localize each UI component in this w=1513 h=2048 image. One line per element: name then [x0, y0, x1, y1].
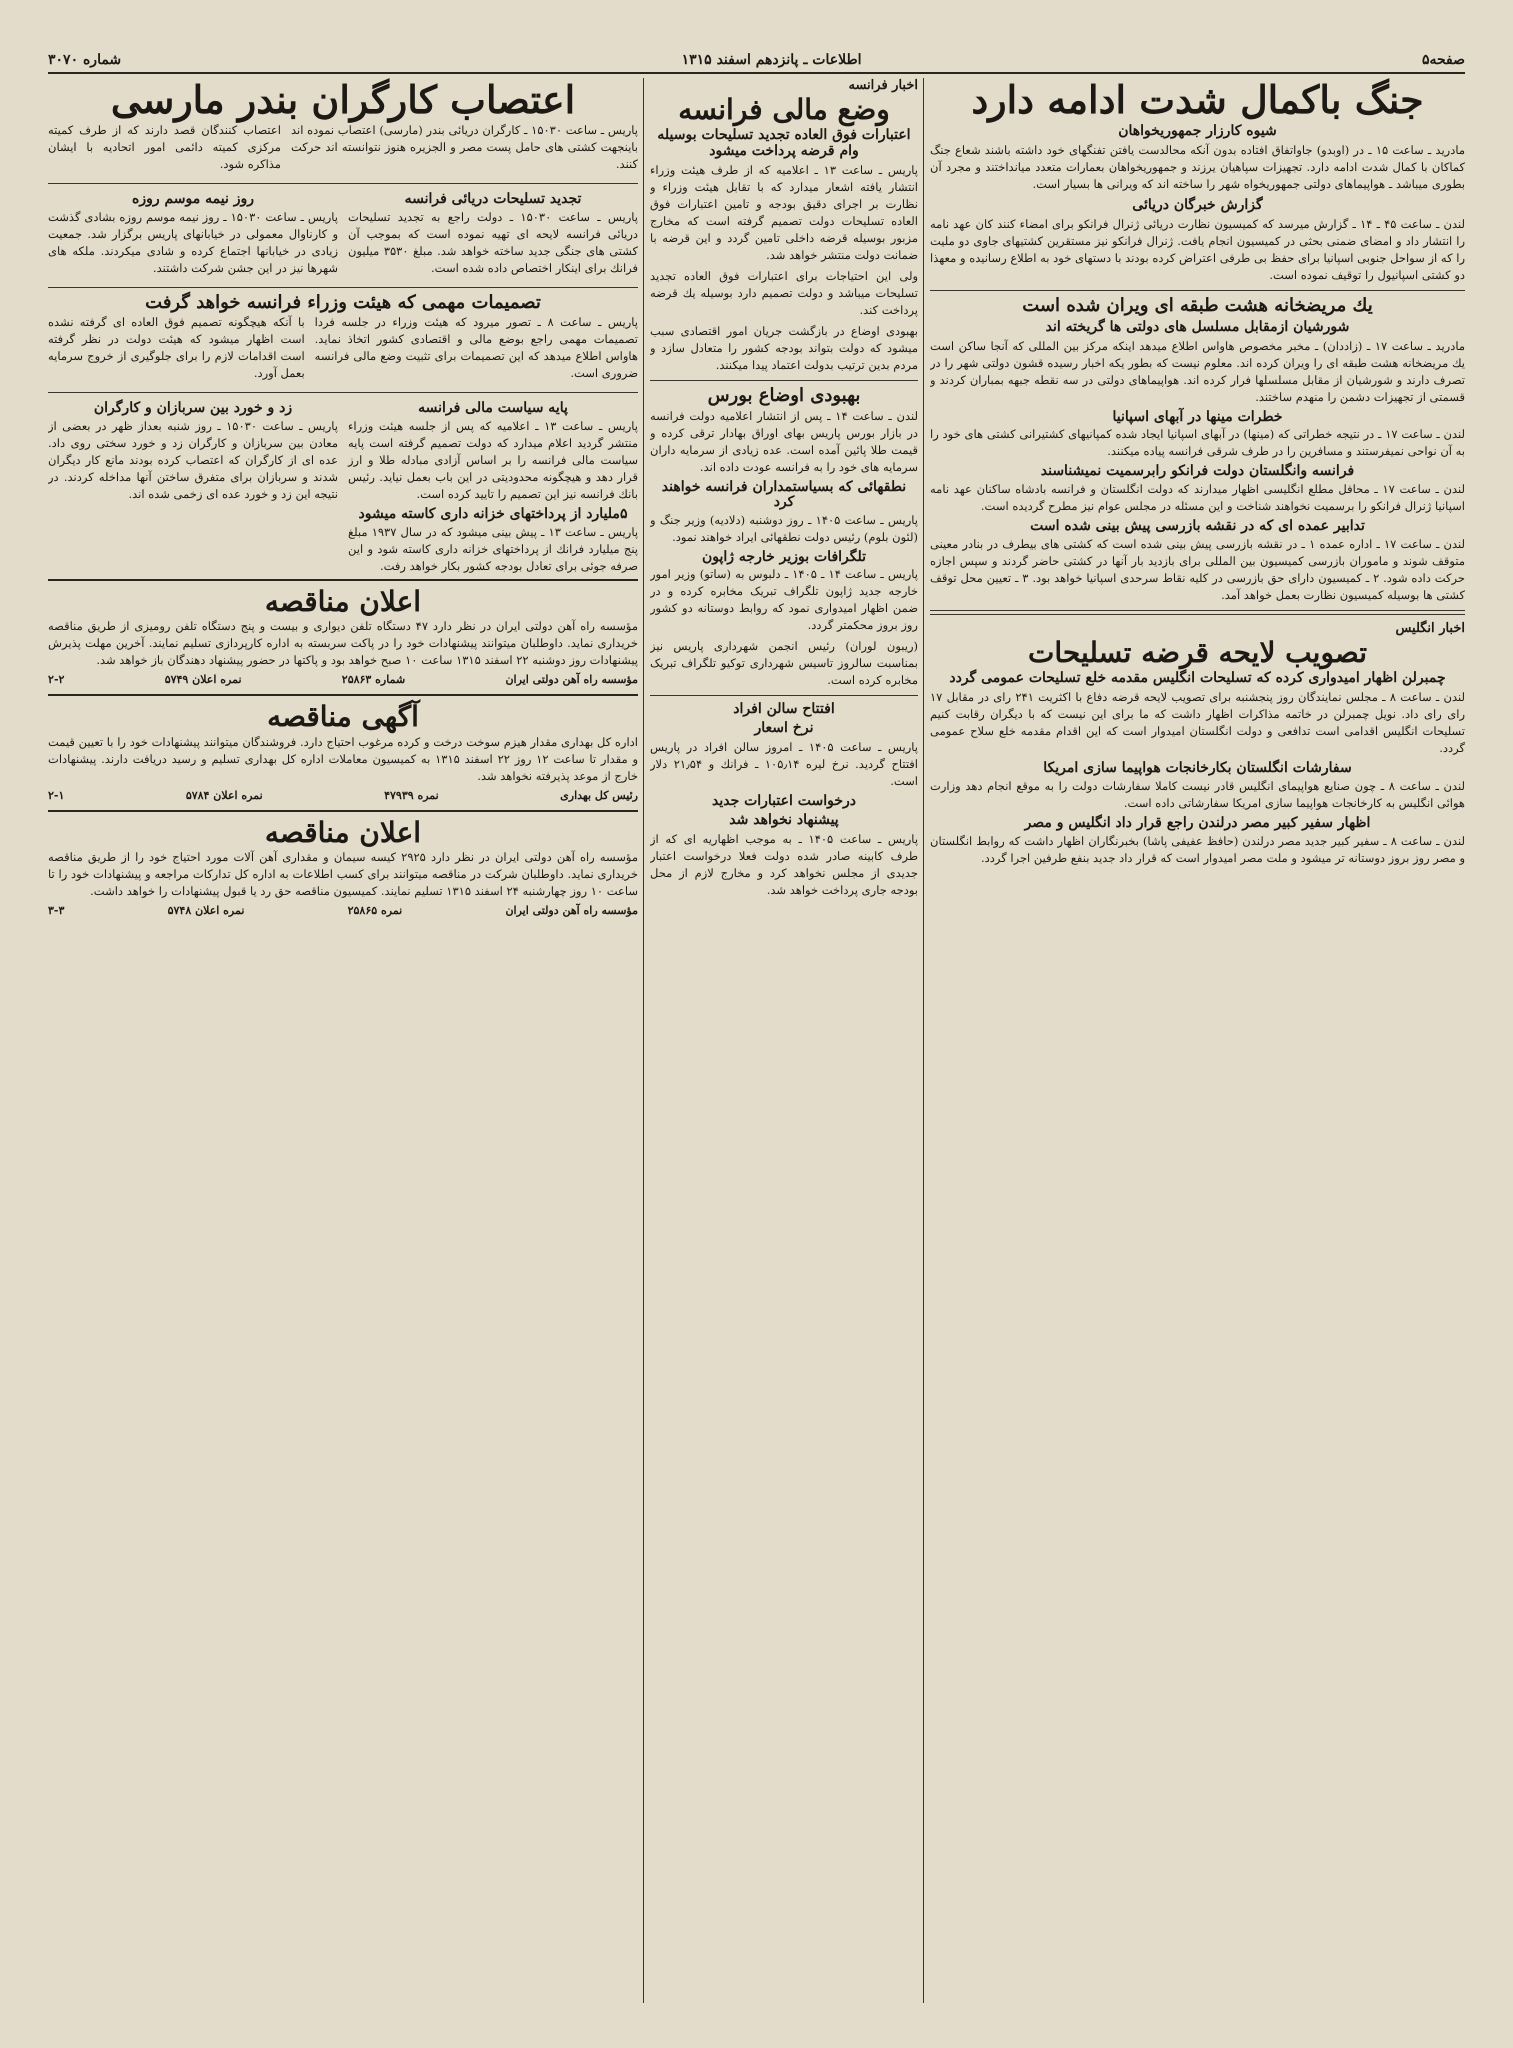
tender-ad-railway-phones — [48, 579, 638, 686]
subhead-not-proposed: پیشنهاد نخواهد شد — [729, 811, 839, 828]
ad-ref: نمره ۴۷۹۳۹ — [384, 788, 439, 802]
article-row — [48, 122, 638, 177]
article-paragraph: پاریس ـ ساعت ۱۴ ـ ۱۴۰۵ ـ دلبوس به (ساتو) وزیر امور خارجه جدید ژاپون تلگراف تبریک مخابره کرده و در ضمن اظهار امیدواری نمود که روابط دوستانه دو کشور روز بروز محکمتر گردد. — [650, 567, 918, 633]
ad-number: نمره اعلان ۵۷۴۸ — [167, 904, 245, 918]
article-paragraph: ولی این احتیاجات برای اعتبارات فوق العاده تجدید تسلیحات میباشد و دولت تصمیم دارد بوسیله یك قرضه پرداخت کند. — [650, 269, 918, 318]
subhead-naval-report: گزارش خبرگان دریائی — [1132, 196, 1263, 213]
article-paragraph: پاریس ـ ساعت ۱۴۰۵ ـ به موجب اظهاریه ای که از طرف کابینه صادر شده دولت فعلا درخواست اعتبار جدیدی از مجلس نخواهد کرد و مخارج لازم از محل بودجه جاری پرداخت خواهد شد. — [650, 831, 918, 897]
ad-page: ۲-۱ — [48, 788, 65, 802]
headline-spain-war: جنگ باکمال شدت ادامه دارد — [971, 78, 1424, 122]
article-block — [48, 399, 338, 578]
headline-japan-telegrams: تلگرافات بوزیر خارجه ژاپون — [701, 548, 867, 565]
ad-ref: نمره ۲۵۸۶۵ — [347, 904, 403, 918]
headline-mid-lent: روز نیمه موسم روزه — [131, 190, 255, 207]
ad-sign: مؤسسه راه آهن دولتی ایران — [505, 904, 638, 918]
newspaper-page — [48, 48, 1465, 2016]
article-block — [48, 190, 338, 281]
headline-fiscal-policy: پایه سیاست مالی فرانسه — [418, 400, 568, 417]
headline-salon-opening: افتتاح سالن افراد — [733, 701, 835, 718]
headline-hospital-destroyed: یك مریضخانه هشت طبقه ای ویران شده است — [1022, 294, 1373, 316]
headline-cabinet-decisions: تصمیمات مهمی که هیئت وزراء فرانسه خواهد گرفت — [145, 291, 541, 313]
column-right — [930, 78, 1465, 2003]
headline-france-finance: وضع مالی فرانسه — [678, 93, 890, 126]
article-paragraph: مادرید ـ ساعت ۱۵ ـ در (اوبدو) جاواتفاق افتاده بدون آنکه محالدست یافتن تفنگهای خود داشته باشند شعاع جنگ کماکان با کمال شدت ادامه دارد. تجهیزات سپاهیان یرزند و جمهوریخواهان بعمارات متعدد میانداختند و مجرد آن بطوری میباشد ـ هواپیماهای دولتی جمهوریخواه شهر را ساخته اند که ویرانی ها بسیار است. — [930, 142, 1465, 191]
headline-arms-loan: تصویب لایحه قرضه تسلیحات — [1028, 635, 1367, 669]
article-paragraph: لندن ـ ساعت ۸ ـ سفیر کبیر جدید مصر درلندن (حافظ عفیفی پاشا) بخبرنگاران اظهار داشت که روابط انگلستان و مصر روز بروز دوستانه تر میشود و ملت مصر امیدوار است که قرار داد جدید بنفع طرفین اجرا گردد. — [930, 833, 1465, 865]
subhead-rebels-fled: شورشیان ازمقابل مسلسل های دولتی ها گریخته اند — [1045, 318, 1350, 335]
section-tag-france: اخبار فرانسه — [848, 78, 918, 93]
ad-page: ۳-۳ — [48, 904, 65, 918]
article-paragraph: مادرید ـ ساعت ۱۷ ـ (زاددان) ـ مخبر مخصوص هاواس اطلاع میدهد اینکه مرکز بین المللی که آنجا ساکن است یك مریضخانه هشت طبقه ای را ویران کرده اند. معلوم نیست که بطور یکه اخبار رسیده قشون دولتی شهر را در تصرف دارند و شورشیان از مقابل مسلسلها فرار کرده اند. هواپیماهای دولتی در سه نقطه جبهه بمباران کردند و قسمتی از تجهیزات دشمن را منهدم ساختند. — [930, 338, 1465, 404]
column-divider — [923, 78, 924, 2003]
article-paragraph: لندن ـ ساعت ۱۷ ـ در نتیجه خطراتی که (مینها) در آبهای اسپانیا ایجاد شده کمپانیهای کشتیرانی کشتی های خود را به آن نواحی نمیفرستند و مسافرین را در طرف شرقی فرانسه پیاده میکنند. — [930, 427, 1465, 459]
headline-new-credits: درخواست اعتبارات جدید — [711, 793, 857, 810]
ad-footer — [48, 904, 638, 917]
ad-body: مؤسسه راه آهن دولتی ایران در نظر دارد ۲۹۲۵ کیسه سیمان و مقداری آهن آلات مورد احتیاج خود را از طریق مناقصه خریداری نماید. داوطلبان شرکت در مناقصه میتوانند برای کسب اطلاعات به اداره کل تدارکات مراجعه و پیشنهادات خود را تا ساعت ۱۰ روز چهارشنبه ۲۴ اسفند ۱۳۱۵ تسلیم نمایند. کمیسیون مناقصه حق رد یا قبول پیشنهادات را خواهد داشت. — [48, 850, 638, 899]
ad-sign: مؤسسه راه آهن دولتی ایران — [505, 673, 638, 687]
article-paragraph: لندن ـ ساعت ۱۴ ـ پس از انتشار اعلامیه دولت فرانسه در بازار بورس پاریس بهای اوراق بهادار ترقی کرده و قیمت طلا پائین آمده است. عده زیادی از سرمایه داران سرمایه های خود را به فرانسه عودت داده اند. — [650, 409, 918, 475]
article-paragraph: پاریس ـ ساعت ۱۴۰۵ ـ روز دوشنبه (دلادیه) وزیر جنگ و (لئون بلوم) رئیس دولت نطقهائی ایراد خواهند نمود. — [650, 512, 918, 544]
divider — [650, 695, 918, 696]
headline-clashes: زد و خورد بین سربازان و کارگران — [93, 400, 293, 417]
headline-aircraft-orders: سفارشات انگلستان بکارخانجات هواپیما سازی امریکا — [1043, 760, 1352, 777]
article-paragraph: بهبودی اوضاع در بازگشت جریان امور اقتصادی سبب میشود که دولت بتواند بودجه کشور را متعادل سازد و مردم بدین ترتیب بدولت اعتماد پیدا میکنند. — [650, 324, 918, 373]
article-paragraph: پاریس ـ ساعت ۱۵۰۳۰ ـ روز نیمه موسم روزه بشادی گذشت و کارناوال معمولی در خیابانهای پاریس برگزار شد. جمعیت زیادی در خیابانها اجتماع کرده و شادی میکردند. ملکه های شهرها نیز در این جشن شرکت داشتند. — [48, 209, 338, 275]
headline-marseille-strike: اعتصاب کارگران بندر مارسی — [110, 78, 576, 122]
article-paragraph: پاریس ـ ساعت ۱۵۰۳۰ ـ کارگران دریائی بندر (مارسی) اعتصاب نموده اند باینجهت کشتی های حامل پست مصر و الجزیره هنوز نتوانسته اند حرکت کنند. — [290, 122, 638, 171]
ad-title: آگهی مناقصه — [267, 700, 419, 734]
issue-number: شماره ۳۰۷۰ — [48, 52, 122, 68]
ad-ref: شماره ۲۵۸۶۳ — [341, 673, 406, 687]
ad-body: مؤسسه راه آهن دولتی ایران در نظر دارد ۴۷ دستگاه تلفن دیواری و بیست و پنج دستگاه تلفن رومیزی از طریق مناقصه خریداری نماید. داوطلبان میتوانند پیشنهادات خود را در پاکت سربسته به اداره کارپردازی تسلیم نمایند. آخرین مهلت پذیرش پیشنهادات روز دوشنبه ۲۲ اسفند ۱۳۱۵ ساعت ۱۰ صبح خواهد بود و پاکتها در حضور پیشنهاد دهندگان باز خواهد شد. — [48, 619, 638, 668]
column-middle — [650, 78, 918, 2003]
subhead-exchange-rates: نرخ اسعار — [754, 720, 814, 737]
article-paragraph: اعتصاب کنندگان قصد دارند که از طرف کمیته مرکزی کمیته دائمی امور اتحادیه با ایشان مذاکره شود. — [48, 122, 281, 171]
headline-bourse: بهبودی اوضاع بورس — [707, 385, 861, 407]
ad-footer — [48, 789, 638, 802]
article-paragraph: لندن ـ ساعت ۱۷ ـ محافل مطلع انگلیسی اظهار میدارند که دولت انگلستان و فرانسه بادشاه ساکنان عهد نامه اسپانیا ژنرال فرانکو را برسمیت نخواهند شناخت و این مسئله در مجلس عوام نیز مطرح گردیده است. — [930, 482, 1465, 514]
subhead-chamberlain: چمبرلن اظهار امیدواری کرده که تسلیحات انگلیس مقدمه خلع تسلیحات عمومی گردد — [949, 670, 1446, 687]
ad-sign: رئیس کل بهداری — [560, 788, 638, 802]
divider — [48, 287, 638, 288]
article-block — [348, 190, 638, 281]
article-paragraph: (ریبون لوران) رئیس انجمن شهرداری پاریس نیز بمناسبت سالروز تاسیس شهرداری توکیو تلگراف تبریک مخابره کرده است. — [650, 639, 918, 688]
ad-number: نمره اعلان ۵۷۸۴ — [185, 788, 263, 802]
headline-egypt-ambassador: اظهار سفیر کبیر مصر درلندن راجع قرار داد انگلیس و مصر — [1024, 814, 1371, 831]
divider — [48, 183, 638, 184]
ad-title: اعلان مناقصه — [264, 815, 422, 849]
column-left — [48, 78, 638, 2003]
article-row — [48, 314, 638, 386]
article-paragraph: پاریس ـ ساعت ۱۵۰۳۰ ـ روز شنبه بعداز ظهر در بعضی از معادن بین سربازان و کارگران زد و خورد سختی روی داد. عده ای از کارگران که اعتصاب کرده بودند مانع کار دیگران شدند و سربازان برای متفرق ساختن آنها مداخله کردند. در نتیجه این زد و خورد عده ای زخمی شده اند. — [48, 419, 339, 502]
article-paragraph: پاریس ـ ساعت ۱۴۰۵ ـ امروز سالن افراد در پاریس افتتاح گردید. نرخ لیره ۱۰۵٫۱۴ ـ فرانك و ۲۱٫۵۴ دلار است. — [650, 740, 918, 789]
headline-speeches: نطقهائی که بسیاستمداران فرانسه خواهند کرد — [661, 479, 907, 510]
headline-inspection-plan: تدابیر عمده ای که در نقشه بازرسی پیش بینی شده است — [1030, 518, 1365, 535]
divider — [48, 392, 638, 393]
article-paragraph: با آنکه هیچگونه تصمیم فوق العاده ای گرفته نشده است اظهار میشود که هیئت دولت در نظر گرفته است اقدامات لازم را برای جلوگیری از خروج سرمایه بعمل آورد. — [48, 315, 305, 381]
ad-body: اداره کل بهداری مقدار هیزم سوخت درخت و کرده مرغوب احتیاج دارد. فروشندگان میتوانند پیشنهادات خود را با تعیین قیمت و مقدار تا ساعت ۱۲ روز ۲۲ اسفند ۱۳۱۵ به کمیسیون معاملات اداره کل بهداری تسلیم و رسید دریافت دارند. پیشنهادات خارج از موعد پذیرفته نخواهد شد. — [48, 734, 638, 783]
subhead-special-credits: اعتبارات فوق العاده تجدید تسلیحات بوسیله وام قرضه پرداخت میشود — [657, 127, 911, 160]
headline-naval-rearm: تجدید تسلیحات دریائی فرانسه — [404, 190, 582, 207]
article-paragraph: پاریس ـ ساعت ۸ ـ تصور میرود که هیئت وزراء در جلسه فردا تصمیمات مهمی راجع بوضع مالی و اقتصادی کشور اتخاذ نماید. هاواس اطلاع میدهد که این تصمیمات برای تثبیت وضع مالی فرانسه ضروری است. — [314, 315, 638, 381]
article-paragraph: لندن ـ ساعت ۱۷ ـ اداره عمده ۱ ـ در نقشه بازرسی پیش بینی شده است که کشتی های بیطرف در بنادر معینی متوقف شوند و ماموران بازرسی کمیسیون بین المللی برای بازدید بار آنها در کشتی حاضر گردند و سپس اجازه حرکت داده شود. ۲ ـ کمیسیون دارای حق بازرسی در کلیه نقاط سرحدی اسپانیا خواهد بود. ۳ ـ تعیین محل توقف کشتی ها بوسیله کمیسیون نظارت بعمل خواهد آمد. — [930, 536, 1465, 602]
ad-page: ۲-۲ — [48, 673, 65, 687]
article-paragraph: لندن ـ ساعت ۴۵ ـ ۱۴ ـ گزارش میرسد که کمیسیون نظارت دریائی ژنرال فرانکو برای امضاء کنند کان عهد نامه را انتشار داد و امضای ضمنی بحثی در کمیسیون انجام یافت. ژنرال فرانکو نیز مستقرین کشتیهای جاوی دو ملیت را که از سواحل جنوبی اسپانیا برای حفظ بی طرفی اعتراض کرده بودند با دستهای خود به اطلاع رسانیده و معهذا دو کشتی اسپانیول را توقیف نموده است. — [930, 216, 1465, 282]
ad-footer — [48, 673, 638, 686]
subhead-republican-tactics: شیوه کارزار جمهوریخواهان — [1118, 122, 1277, 139]
tender-ad-railway-cement — [48, 810, 638, 917]
ad-title: اعلان مناقصه — [264, 584, 422, 618]
divider — [930, 610, 1465, 615]
headline-mines: خطرات مینها در آبهای اسپانیا — [1112, 408, 1283, 425]
masthead — [48, 48, 1465, 74]
headline-franco-recognition: فرانسه وانگلستان دولت فرانکو رابرسمیت نمیشناسند — [1040, 463, 1355, 480]
headline-treasury-cuts: ۵ملیارد از پرداختهای خزانه داری کاسته میشود — [358, 506, 628, 523]
ad-number: نمره اعلان ۵۷۴۹ — [164, 673, 242, 687]
section-tag-england: اخبار انگلیس — [1395, 620, 1465, 636]
divider — [930, 290, 1465, 291]
paper-title-date: اطلاعات ـ پانزدهم اسفند ۱۳۱۵ — [681, 52, 862, 68]
column-divider — [643, 78, 644, 2003]
tender-ad-health — [48, 694, 638, 801]
article-paragraph: پاریس ـ ساعت ۱۳ ـ پیش بینی میشود که در سال ۱۹۳۷ مبلغ پنج میلیارد فرانك از پرداختهای خزانه داری کاسته شود و این صرفه جوئی برای تعادل بودجه کشور بکار خواهد رفت. — [348, 524, 638, 573]
divider — [650, 380, 918, 381]
article-paragraph: لندن ـ ساعت ۸ ـ مجلس نمایندگان روز پنجشنبه برای تصویب لایحه قرضه دفاع با اکثریت ۲۴۱ رای در مقابل ۱۷ رای رای داد. نویل چمبرلن در خاتمه مذاکرات اظهار داشت که ما برای این نیست که با دیگران رقابت کنیم تسلیحات انگلیس اقدامی است تدافعی و دولت انگلستان امیدوار است که این اقدام مقدمه خلع سلاح عمومی گردد. — [930, 690, 1465, 756]
article-paragraph: لندن ـ ساعت ۸ ـ چون صنایع هواپیمای انگلیس قادر نیست کاملا سفارشات دولت را به موقع انجام دهد وزارت هوائی انگلیس به کارخانجات هواپیما سازی امریکا سفارشاتی داده است. — [930, 778, 1465, 810]
article-paragraph: پاریس ـ ساعت ۱۳ ـ اعلامیه که از طرف هیئت وزراء انتشار یافته اشعار میدارد که با تقابل هیئت وزراء و نظارت بر اجرای دقیق بودجه و تامین اعتبارات فوق العاده تسلیحات دولت تصمیم گرفته است که مخارج مزبور بوسیله قرضه داخلی تامین گردد و این قرضه با ضمانت دولت منتشر خواهد شد. — [650, 163, 918, 263]
page-number: صفحه۵ — [1421, 52, 1465, 68]
article-row — [48, 190, 638, 281]
article-paragraph: پاریس ـ ساعت ۱۵۰۳۰ ـ دولت راجع به تجدید تسلیحات دریائی فرانسه لایحه ای تهیه نموده است که بموجب آن کشتی های جنگی جدید ساخته خواهد شد. مبلغ ۳۵۳۰ میلیون فرانك برای اینکار اختصاص داده شده است. — [348, 209, 638, 275]
article-block — [348, 399, 638, 578]
article-row — [48, 399, 638, 578]
article-paragraph: پاریس ـ ساعت ۱۳ ـ اعلامیه که پس از جلسه هیئت وزراء منتشر گردید اعلام میدارد که دولت تصمیم گرفته است پایه سیاست مالی فرانسه را بر اساس آزادی مبادله طلا و ارز قرار دهد و هیچگونه محدودیتی در این باب بعمل نیاید. رئیس بانك فرانسه نیز این تصمیم را تایید کرده است. — [348, 419, 638, 502]
